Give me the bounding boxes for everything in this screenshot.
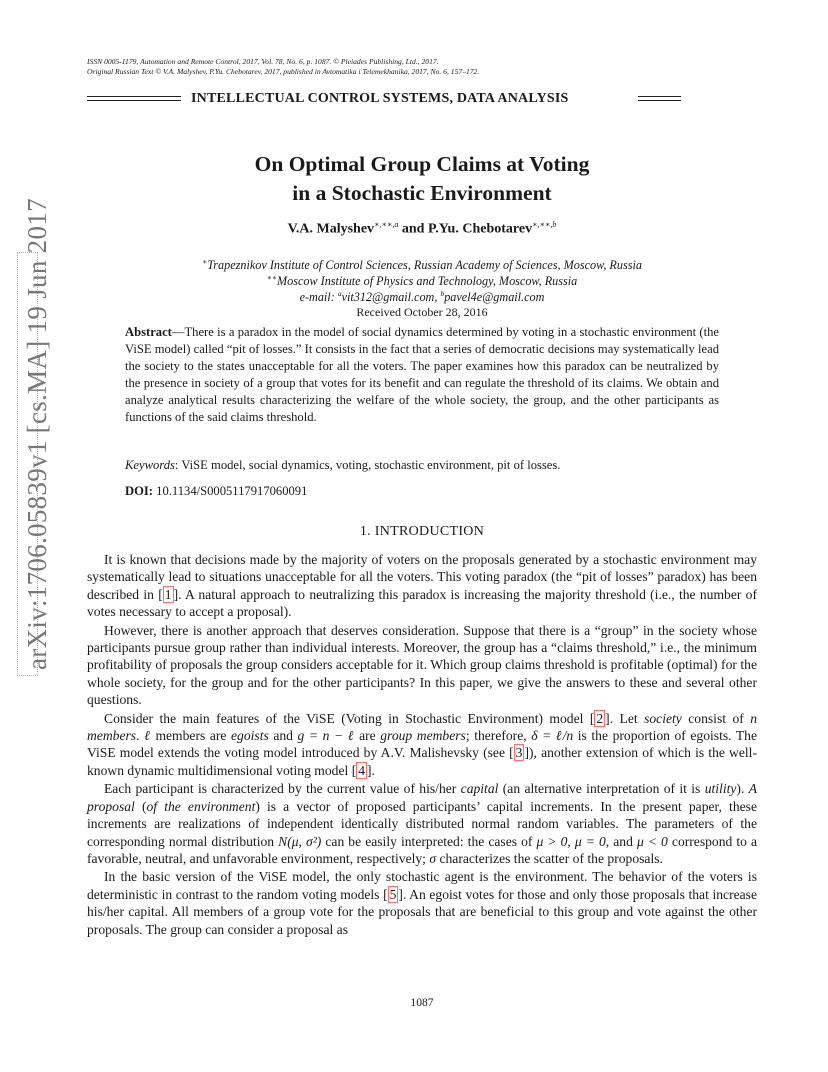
paper-title	[0, 150, 828, 208]
p3-emph: group members	[380, 728, 466, 744]
keywords-label: Keywords	[125, 458, 175, 472]
p4-math: μ < 0	[636, 833, 668, 849]
email-b-mark: b	[440, 289, 445, 298]
p4-emph: utility	[704, 781, 737, 797]
p3-text: members are	[150, 728, 231, 744]
body-text	[87, 551, 757, 939]
p3-text: ), another extension of which is the well-known dynamic multidimensional voting model	[87, 745, 757, 778]
p4-emph: capital	[460, 781, 499, 797]
author-2-marks: ∗,∗∗,b	[532, 220, 557, 229]
page-number: 1087	[410, 996, 434, 1009]
abstract-text: —There is a paradox in the model of social dynamics determined by voting in a stochastic environment (the ViSE model) called “pit of losses.” It consists in the fact that a series of democratic decisions may systematically lead the society to the states unacceptable for all the voters. The paper examines how this paradox can be neutralized by the presence in society of a group that votes for its benefit and can regulate the threshold of its claims. We obtain and analyze analytical results characterizing the welfare of the whole society, the group, and the other participants as functions of the said claims threshold.	[125, 325, 719, 425]
p3-emph: egoists	[231, 728, 269, 744]
author-1-marks: ∗,∗∗,a	[374, 220, 399, 229]
author-1: V.A. Malyshev	[287, 221, 375, 237]
section-label: INTELLECTUAL CONTROL SYSTEMS, DATA ANALYSIS	[191, 91, 569, 106]
affiliation-1-text: Trapeznikov Institute of Control Sciences, Russian Academy of Sciences, Moscow, Russia	[207, 258, 642, 273]
doi-label: DOI:	[125, 484, 153, 498]
p5-text: In the basic version of the ViSE model, the only stochastic agent is the environment. The behavior of the voters is deterministic in contrast to the random voting models	[87, 869, 757, 902]
citation-link-1[interactable]: 1	[164, 586, 172, 602]
section-heading: 1. INTRODUCTION	[359, 524, 485, 539]
affiliation-2-mark: ∗∗	[266, 273, 277, 282]
p3-text: ; therefore,	[465, 728, 532, 744]
p3-text: . Let	[609, 710, 645, 726]
abstract	[125, 324, 719, 427]
p4-math: μ = 0	[574, 833, 606, 849]
p3-text: is the proportion of egoists. The ViSE model extends the voting model introduced by A.V. Malishevsky (see	[87, 728, 758, 761]
email-label: e-mail:	[299, 290, 338, 305]
p3-text: consist of	[681, 710, 751, 726]
p4-text: ).	[736, 781, 749, 797]
author-list	[0, 220, 828, 238]
p3-math: δ = ℓ/n	[531, 728, 574, 744]
paragraph-5: In the basic version of the ViSE model, the only stochastic agent is the environment. The behavior of the voters is deterministic in contrast to the random voting models [ 5 ]. An egoist votes for those and only those proposals that increase his/her capital. All members of a group vote for the proposals that are beneficial to this group and vote against the other proposals. The group can consider a proposal as	[87, 869, 757, 937]
journal-header-line-2: Original Russian Text © V.A. Malyshev, P.Yu. Chebotarev, 2017, published in Avtomatika i Telemekhanika, 2017, No. 6, 157–172.	[87, 67, 480, 76]
p3-text: and	[268, 728, 298, 744]
p4-text: , and	[605, 833, 637, 849]
email-a-mark: a	[337, 289, 342, 298]
email-a: vit312@gmail.com,	[341, 290, 441, 305]
title-line-2: in a Stochastic Environment	[292, 181, 552, 205]
p4-math: μ > 0	[536, 833, 568, 849]
citation-link-5[interactable]: 5	[389, 886, 397, 902]
doi	[125, 484, 307, 499]
p3-text: are	[354, 728, 381, 744]
p3-emph: society	[644, 710, 682, 726]
email-b: pavel4e@gmail.com	[444, 290, 545, 305]
paragraph-2: However, there is another approach that deserves consideration. Suppose that there is a “group” in the society whose participants pursue group rather than individual interests. Moreover, the group has a “claims threshold,” i.e., the minimum profitability of proposals the group considers acceptable for it. Which group claims threshold is profitable (optimal) for the whole society, for the group and for the other participants? In this paper, we give the answers to these and several other questions.	[87, 622, 757, 708]
arxiv-stamp[interactable]: arXiv:1706.05839v1 [cs.MA] 19 Jun 2017	[22, 198, 52, 670]
p3-emph: members	[87, 728, 137, 744]
paragraph-3: Consider the main features of the ViSE (Voting in Stochastic Environment) model [ 2 ]. Let society consist of n members. ℓ members are egoists and g = n − ℓ are group members; therefore, δ = ℓ/n is the proportion of egoists. The ViSE model extends the voting model introduced by A.V. Malishevsky (see [ 3 ]), another extension of which is the well-known dynamic multidimensional voting model [ 4 ].	[87, 710, 758, 778]
title-line-1: On Optimal Group Claims at Voting	[254, 152, 590, 176]
citation-link-4[interactable]: 4	[358, 762, 366, 778]
keywords	[125, 458, 719, 473]
p4-math: σ	[429, 850, 437, 866]
p4-text: can be easily interpreted: the cases of	[321, 833, 537, 849]
banner-rule-right	[638, 96, 681, 101]
keywords-text: : ViSE model, social dynamics, voting, stochastic environment, pit of losses.	[174, 458, 561, 472]
affiliation-1-mark: ∗	[202, 257, 208, 266]
paragraph-1: It is known that decisions made by the majority of voters on the proposals generated by a stochastic environment may systematically lead to situations unacceptable for all the voters. This voting paradox (the “pit of losses” paradox) has been described in [ 1 ]. A natural approach to neutralizing this paradox is increasing the majority threshold (i.e., the number of votes necessary to accept a proposal).	[87, 552, 757, 620]
paragraph-1-text-a: It is known that decisions made by the majority of voters on the proposals generated by a stochastic environment may systematically lead to situations unacceptable for all the voters. This voting paradox (the “pit of losses” paradox) has been described in	[87, 552, 757, 602]
journal-header-line-1: ISSN 0005-1179, Automation and Remote Control, 2017, Vol. 78, No. 6, p. 1087. © Pleiades Publishing, Ltd., 2017.	[87, 57, 439, 66]
banner-rule-left	[87, 96, 181, 101]
received-date: Received October 28, 2016	[356, 305, 488, 319]
p4-text: characterizes the scatter of the proposals.	[436, 850, 663, 866]
p4-text: (	[134, 798, 147, 814]
p3-text: .	[136, 728, 145, 744]
paragraph-1-text-b: . A natural approach to neutralizing this paradox is increasing the majority threshold (i.e., the number of votes necessary to accept a proposal).	[87, 586, 757, 620]
citation-link-3[interactable]: 3	[515, 745, 523, 761]
p4-text: Each participant is characterized by the current value of his/her	[104, 781, 461, 797]
doi-value: 10.1134/S0005117917060091	[153, 484, 308, 498]
p4-text: (an alternative interpretation of it is	[498, 781, 705, 797]
author-2: P.Yu. Chebotarev	[427, 221, 533, 237]
p4-text: correspond to a favorable, neutral, and unfavorable environment, respectively;	[87, 833, 758, 866]
p3-math: g = n − ℓ	[297, 728, 355, 744]
p3-math: n	[750, 710, 757, 726]
p4-math: N(μ, σ²)	[278, 833, 322, 849]
affiliation-2-text: Moscow Institute of Physics and Technology, Moscow, Russia	[276, 274, 578, 289]
p3-math: ℓ	[144, 728, 151, 744]
p3-text: Consider the main features of the ViSE (Voting in Stochastic Environment) model	[104, 710, 590, 726]
section-banner	[87, 91, 681, 109]
abstract-label: Abstract	[125, 325, 172, 339]
p4-emph: of the environment	[146, 798, 256, 814]
authors-and: and	[398, 221, 428, 237]
p3-text: .	[371, 762, 375, 778]
email-line	[0, 286, 828, 305]
p4-text: ) is a vector of proposed participants’ capital increments. In the present paper, these increments are realizations of independent identically distributed normal random variables. The parameters of the corresponding normal distribution	[87, 798, 757, 849]
paragraph-4	[87, 780, 757, 867]
p5-text: . An egoist votes for those and only those proposals that increase his/her capital. All members of a group vote for the proposals that are beneficial to this group and vote against the other proposals. The group can consider a proposal as	[87, 886, 757, 937]
p4-text: ,	[567, 833, 575, 849]
p4-emph: A proposal	[87, 781, 758, 814]
citation-link-2[interactable]: 2	[596, 710, 604, 726]
